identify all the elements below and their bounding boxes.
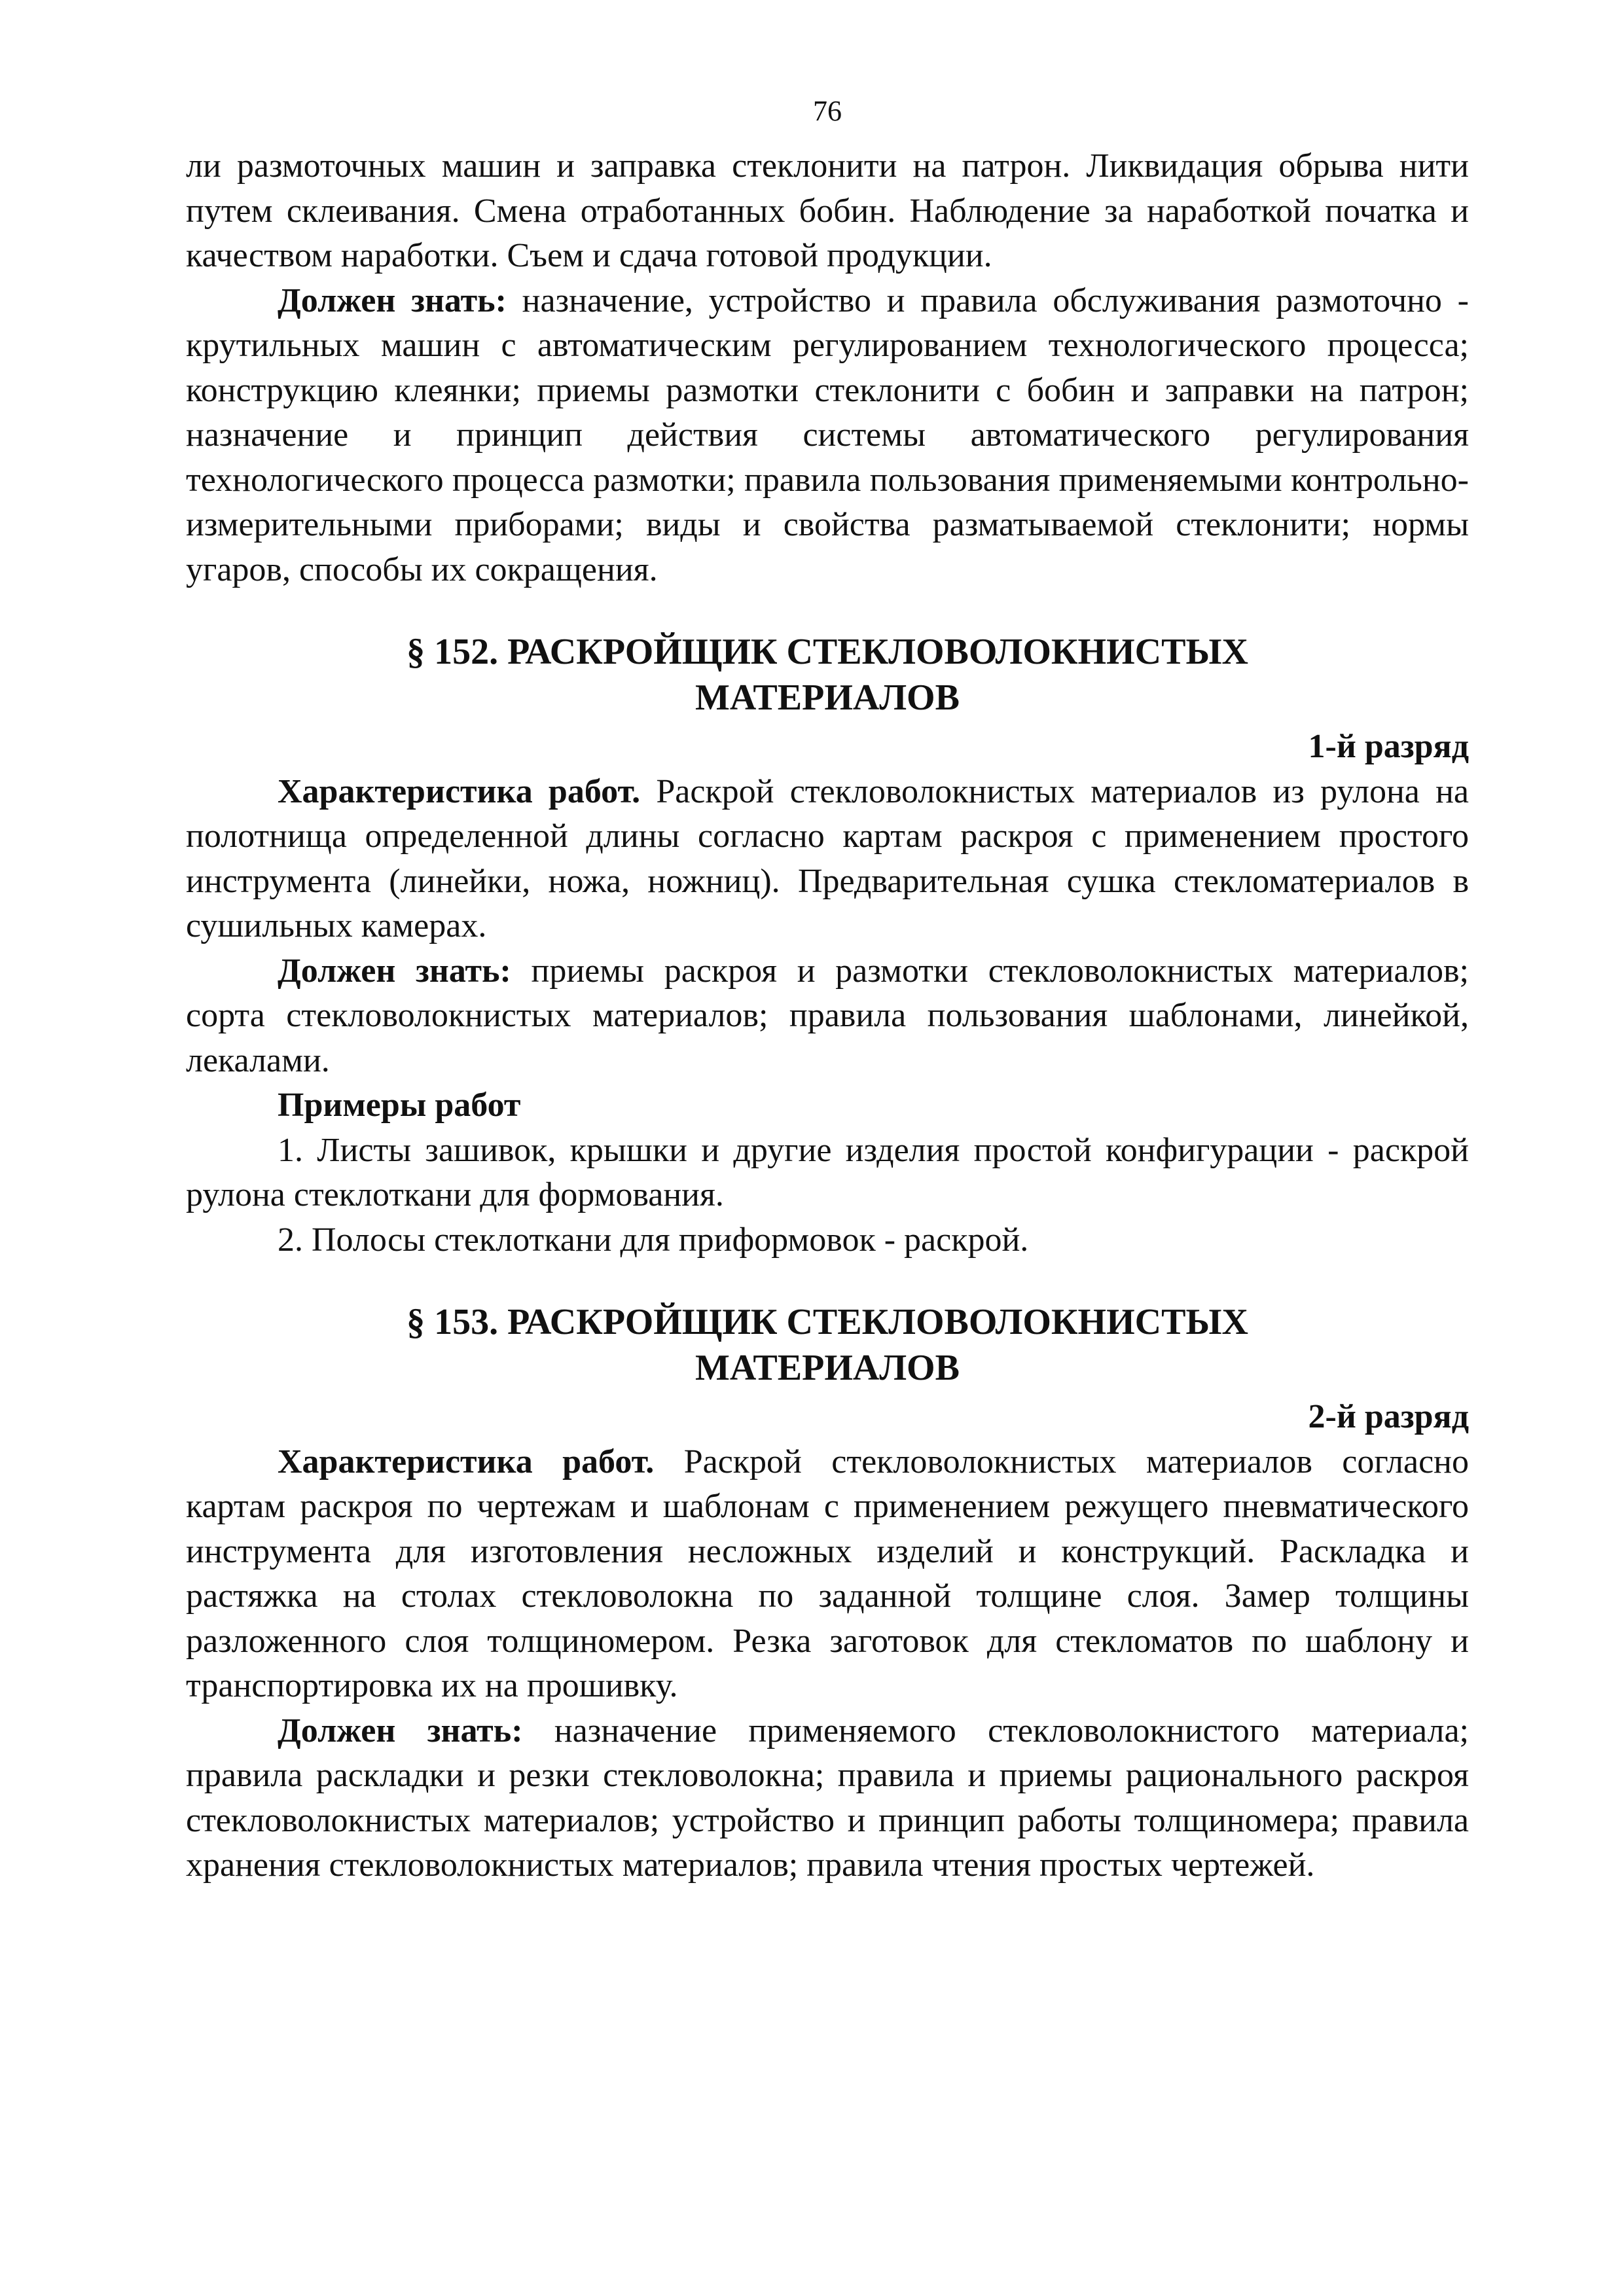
page-number: 76 bbox=[813, 95, 842, 127]
section-152-work bbox=[186, 770, 1469, 949]
section-title-line: МАТЕРИАЛОВ bbox=[695, 1348, 960, 1388]
document-page bbox=[186, 92, 1469, 1888]
work-label: Характеристика работ. bbox=[278, 1443, 655, 1480]
work-label: Характеристика работ. bbox=[278, 772, 641, 810]
section-152-must-know bbox=[186, 949, 1469, 1084]
work-text: Раскрой стекловолокнистых материалов из рулона на полотнища определенной длины согласно картам раскроя с применением простого инструмента (линейки, ножа, ножниц). Предварительная сушка стекломатериалов в сушильных камерах. bbox=[186, 772, 1469, 944]
section-152-title bbox=[186, 629, 1469, 721]
section-title-line: § 153. РАСКРОЙЩИК СТЕКЛОВОЛОКНИСТЫХ bbox=[406, 1302, 1248, 1342]
section-152-grade: 1-й разряд bbox=[1308, 728, 1469, 765]
must-know-text: назначение, устройство и правила обслуживания размоточно - крутильных машин с автоматическим регулированием технологического процесса; конструкцию клеянки; приемы размотки стеклонити с бобин и заправки на патрон; назначение и принцип действия системы автоматического регулирования технологического процесса размотки; правила пользования применяемыми контрольно-измерительными приборами; виды и свойства разматываемой стеклонити; нормы угаров, способы их сокращения. bbox=[186, 281, 1469, 588]
must-know-text: назначение применяемого стекловолокнистого материала; правила раскладки и резки стекловолокна; правила и приемы рационального раскроя стекловолокнистых материалов; устройство и принцип работы толщиномера; правила хранения стекловолокнистых материалов; правила чтения простых чертежей. bbox=[186, 1712, 1469, 1884]
section-title-line: МАТЕРИАЛОВ bbox=[695, 677, 960, 718]
must-know-label: Должен знать: bbox=[278, 952, 511, 990]
section-153-grade: 2-й разряд bbox=[1308, 1398, 1469, 1435]
must-know-label: Должен знать: bbox=[278, 1712, 523, 1749]
must-know-label: Должен знать: bbox=[278, 281, 507, 319]
section-152-example-1: 1. Листы зашивок, крышки и другие изделия простой конфигурации - раскрой рулона стеклоткани для формования. bbox=[186, 1131, 1469, 1213]
section-title-line: § 152. РАСКРОЙЩИК СТЕКЛОВОЛОКНИСТЫХ bbox=[406, 632, 1248, 672]
section-153-must-know bbox=[186, 1709, 1469, 1888]
section-153-work bbox=[186, 1440, 1469, 1709]
work-text: Раскрой стекловолокнистых материалов согласно картам раскроя по чертежам и шаблонам с применением режущего пневматического инструмента для изготовления несложных изделий и конструкций. Раскладка и растяжка на столах стекловолокна по заданной толщине слоя. Замер толщины разложенного слоя толщиномером. Резка заготовок для стекломатов по шаблону и транспортировка их на прошивку. bbox=[186, 1443, 1469, 1704]
must-know-text: приемы раскроя и размотки стекловолокнистых материалов; сорта стекловолокнистых материалов; правила пользования шаблонами, линейкой, лекалами. bbox=[186, 952, 1469, 1079]
section-152-example-2: 2. Полосы стеклоткани для приформовок - раскрой. bbox=[278, 1221, 1029, 1259]
intro-continuation: ли размоточных машин и заправка стеклонити на патрон. Ликвидация обрыва нити путем склеивания. Смена отработанных бобин. Наблюдение за наработкой початка и качеством наработки. Съем и сдача готовой продукции. bbox=[186, 147, 1469, 274]
section-153-title bbox=[186, 1299, 1469, 1391]
section-152-examples-title: Примеры работ bbox=[278, 1086, 521, 1124]
intro-must-know bbox=[186, 279, 1469, 593]
